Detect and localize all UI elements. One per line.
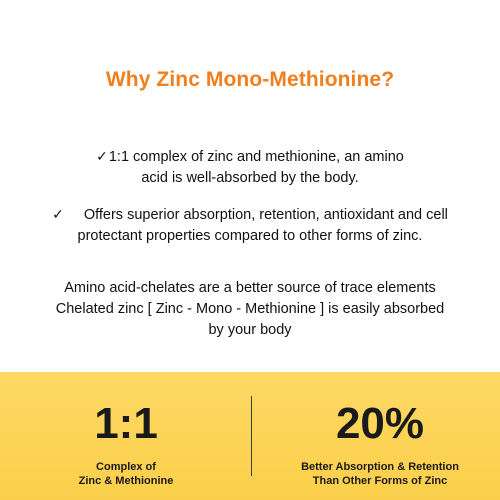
paragraph-line: Chelated zinc [ Zinc - Mono - Methionine ] is easily absorbed xyxy=(55,301,445,317)
stat-label: Better Absorption & Retention xyxy=(301,461,459,473)
bullet-text: protectant properties compared to other forms of zinc. xyxy=(77,228,423,244)
checkmark-icon: ✓ xyxy=(52,206,64,222)
bullet-text: Offers superior absorption, retention, antioxidant and cell xyxy=(83,207,448,223)
stat-label: Complex of xyxy=(96,461,156,473)
bullet-text: 1:1 complex of zinc and methionine, an amino xyxy=(108,149,404,165)
paragraph-line: by your body xyxy=(208,322,292,338)
stats-divider xyxy=(251,396,252,476)
bullet-complex xyxy=(0,146,500,189)
checkmark-icon: ✓ xyxy=(96,148,108,164)
page-title: Why Zinc Mono-Methionine? xyxy=(105,68,395,91)
bullet-text: acid is well-absorbed by the body. xyxy=(141,170,359,186)
stat-value: 1:1 xyxy=(94,399,158,448)
stat-value: 20% xyxy=(335,399,425,448)
stat-label: Zinc & Methionine xyxy=(78,475,174,487)
stat-absorption xyxy=(280,400,480,488)
stat-complex xyxy=(36,400,216,488)
stat-label: Than Other Forms of Zinc xyxy=(312,475,448,487)
bullet-line xyxy=(0,204,500,226)
paragraph-line: Amino acid-chelates are a better source of trace elements xyxy=(64,280,436,296)
chelate-paragraph xyxy=(0,278,500,341)
bullet-absorption xyxy=(0,204,500,247)
bullet-line xyxy=(0,146,500,168)
